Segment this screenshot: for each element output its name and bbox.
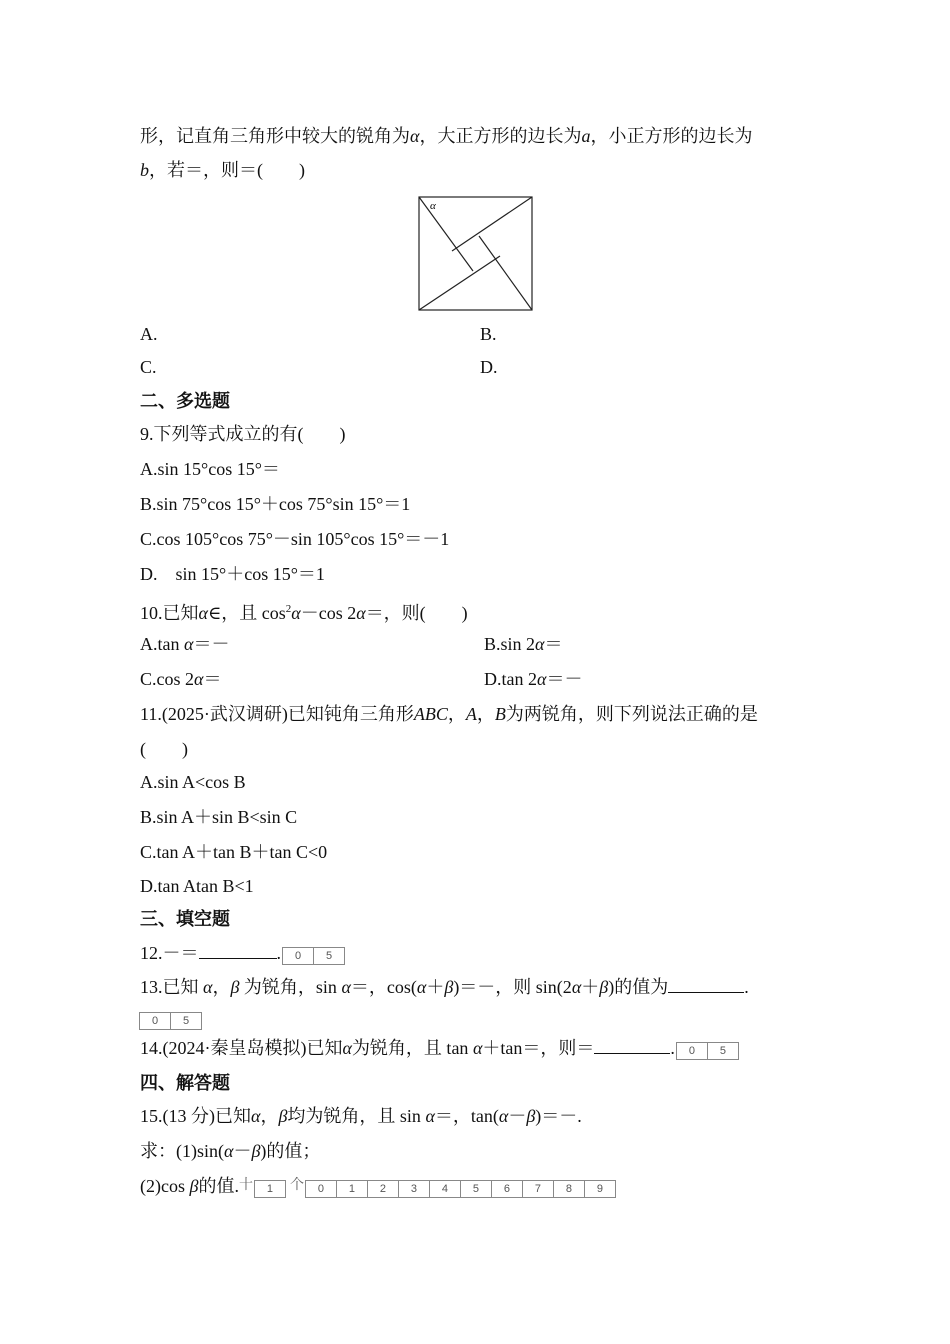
- q10-text: －cos 2: [300, 603, 357, 623]
- ones-label: 个: [289, 1177, 304, 1193]
- intro-text: ，小正方形的边长为: [590, 126, 753, 146]
- score-box[interactable]: 0: [139, 1012, 171, 1030]
- q10-option-text: ＝: [544, 634, 563, 654]
- q15-text: 的值.: [198, 1176, 239, 1196]
- alpha-symbol: α: [416, 977, 427, 997]
- q10-text: ＝，则( ): [365, 603, 468, 623]
- pinwheel-square-figure: [418, 196, 534, 312]
- score-box[interactable]: 5: [707, 1042, 739, 1060]
- section-heading-multiple-choice: 二、多选题: [140, 391, 230, 411]
- alpha-symbol: α: [203, 977, 213, 997]
- beta-symbol: β: [251, 1141, 261, 1161]
- q14: [140, 1036, 739, 1060]
- q11-text: 为两锐角，则下列说法正确的是: [505, 704, 758, 724]
- score-box[interactable]: 1: [336, 1180, 368, 1198]
- q15-text: ＝，tan(: [434, 1106, 499, 1126]
- q13-text: ＝，cos(: [350, 977, 417, 997]
- intro-text: ，若＝，则＝( ): [149, 160, 305, 180]
- q14-text: ＋tan＝，则＝: [482, 1038, 595, 1058]
- q12: [140, 941, 345, 965]
- q8-option-b: B.: [480, 324, 497, 344]
- section-heading-fill-blank: 三、填空题: [140, 909, 230, 929]
- q15-text: －: [508, 1106, 527, 1126]
- alpha-symbol: α: [537, 669, 547, 689]
- q8-option-a: A.: [140, 324, 158, 344]
- q10-option-text: ＝: [203, 669, 222, 689]
- q9-option-b: B.sin 75°cos 15°＋cos 75°sin 15°＝1: [140, 494, 411, 514]
- q11-option-d: D.tan Atan B<1: [140, 876, 254, 896]
- q10-option-text: D.tan 2: [484, 669, 537, 689]
- q12-score-boxes: [283, 943, 345, 967]
- q13-answer-blank[interactable]: [668, 976, 744, 993]
- score-box[interactable]: 4: [429, 1180, 461, 1198]
- q10-option-text: ＝－: [546, 669, 583, 689]
- q14-answer-blank[interactable]: [594, 1037, 670, 1054]
- q10-stem: [140, 597, 468, 621]
- q15-text: (2)cos: [140, 1176, 190, 1196]
- alpha-symbol: α: [342, 1038, 352, 1058]
- a-symbol: a: [581, 126, 591, 146]
- q15-text: 15.(13 分)已知: [140, 1106, 251, 1126]
- q9-option-c: C.cos 105°cos 75°－sin 105°cos 15°＝－1: [140, 529, 450, 549]
- q9-option-d: D. sin 15°＋cos 15°＝1: [140, 564, 325, 584]
- q13-text: 为锐角，sin: [239, 977, 342, 997]
- intro-text: 形，记直角三角形中较大的锐角为: [140, 126, 410, 146]
- score-box[interactable]: 9: [584, 1180, 616, 1198]
- alpha-symbol: α: [425, 1106, 435, 1126]
- score-box[interactable]: 5: [460, 1180, 492, 1198]
- alpha-symbol: α: [472, 1038, 483, 1058]
- intro-line-1: [140, 124, 752, 148]
- alpha-symbol: α: [535, 634, 545, 654]
- q10-option-a: [140, 632, 229, 656]
- section-heading-solution: 四、解答题: [140, 1073, 230, 1093]
- q13-text: )＝－，则 sin(2: [453, 977, 572, 997]
- q13-score-row: [140, 1006, 202, 1030]
- alpha-symbol: α: [184, 634, 194, 654]
- q15-part-1: [140, 1139, 320, 1163]
- score-box[interactable]: 3: [398, 1180, 430, 1198]
- q15-ones-boxes: [306, 1176, 616, 1200]
- q15-text: －: [233, 1141, 252, 1161]
- q15-text: )＝－.: [535, 1106, 582, 1126]
- intro-text: ，大正方形的边长为: [419, 126, 582, 146]
- score-box[interactable]: 1: [254, 1180, 286, 1198]
- q9-stem: 9.下列等式成立的有( ): [140, 424, 346, 444]
- score-box[interactable]: 2: [367, 1180, 399, 1198]
- alpha-symbol: α: [356, 603, 366, 623]
- q11-text: ，: [476, 704, 495, 724]
- figure-alpha-label: α: [430, 200, 436, 212]
- score-box[interactable]: 5: [170, 1012, 202, 1030]
- q10-text: 10.已知: [140, 603, 199, 623]
- period: .: [276, 943, 281, 963]
- beta-symbol: β: [526, 1106, 536, 1126]
- q13-text: )的值为: [608, 977, 669, 997]
- score-box[interactable]: 0: [282, 947, 314, 965]
- q10-text: ∈，且 cos: [207, 603, 286, 623]
- q10-option-d: [484, 667, 582, 691]
- q13-score-boxes: [140, 1008, 202, 1032]
- score-box[interactable]: 8: [553, 1180, 585, 1198]
- q13-text: ＋: [426, 977, 445, 997]
- q15-stem: [140, 1104, 582, 1128]
- b-symbol: b: [140, 160, 149, 180]
- q11-option-a: A.sin A<cos B: [140, 772, 246, 792]
- q14-text: 为锐角，且 tan: [351, 1038, 473, 1058]
- q15-text: 求：(1)sin(: [140, 1141, 224, 1161]
- q15-part-2: [140, 1174, 616, 1198]
- alpha-symbol: α: [224, 1141, 234, 1161]
- beta-symbol: β: [444, 977, 454, 997]
- superscript: 2: [285, 603, 292, 615]
- alpha-symbol: α: [341, 977, 351, 997]
- q13-text: 13.已知: [140, 977, 203, 997]
- angle-b: B: [494, 704, 506, 724]
- alpha-symbol: α: [251, 1106, 261, 1126]
- alpha-symbol: α: [571, 977, 582, 997]
- alpha-symbol: α: [194, 669, 204, 689]
- alpha-symbol: α: [291, 603, 301, 623]
- q10-option-text: ＝－: [193, 634, 230, 654]
- beta-symbol: β: [599, 977, 609, 997]
- q11-option-b: B.sin A＋sin B<sin C: [140, 807, 298, 827]
- q15-text: 均为锐角，且 sin: [287, 1106, 426, 1126]
- triangle-abc: ABC: [413, 704, 448, 724]
- q10-option-text: A.tan: [140, 634, 184, 654]
- score-box[interactable]: 0: [676, 1042, 708, 1060]
- beta-symbol: β: [189, 1176, 199, 1196]
- beta-symbol: β: [230, 977, 240, 997]
- period: .: [744, 977, 749, 997]
- alpha-symbol: α: [498, 1106, 509, 1126]
- angle-a: A: [465, 704, 477, 724]
- q10-option-b: [484, 632, 562, 656]
- beta-symbol: β: [278, 1106, 288, 1126]
- score-box[interactable]: 6: [491, 1180, 523, 1198]
- intro-line-2: [140, 158, 305, 182]
- q10-option-text: B.sin 2: [484, 634, 536, 654]
- q10-option-c: [140, 667, 221, 691]
- q11-paren: ( ): [140, 739, 188, 759]
- alpha-symbol: α: [198, 603, 208, 623]
- q14-text: 14.(2024·秦皇岛模拟)已知: [140, 1038, 343, 1058]
- q12-text: 12.－＝: [140, 943, 199, 963]
- q11-text: ，: [447, 704, 466, 724]
- q15-tens-boxes: [255, 1176, 286, 1200]
- q13-text: ，: [212, 977, 231, 997]
- q9-option-a: A.sin 15°cos 15°＝: [140, 459, 280, 479]
- q12-answer-blank[interactable]: [199, 942, 277, 959]
- period: .: [670, 1038, 675, 1058]
- q14-score-boxes: [677, 1038, 739, 1062]
- q13-text: ＋: [581, 977, 600, 997]
- q13: [140, 975, 749, 999]
- q15-text: ，: [260, 1106, 279, 1126]
- q10-option-text: C.cos 2: [140, 669, 194, 689]
- score-box[interactable]: 5: [313, 947, 345, 965]
- q11-option-c: C.tan A＋tan B＋tan C<0: [140, 842, 328, 862]
- q15-text: )的值；: [260, 1141, 321, 1161]
- q8-option-d: D.: [480, 357, 498, 377]
- alpha-symbol: α: [410, 126, 420, 146]
- q11-stem: [140, 702, 758, 726]
- q8-option-c: C.: [140, 357, 157, 377]
- score-box[interactable]: 0: [305, 1180, 337, 1198]
- q11-text: 11.(2025·武汉调研)已知钝角三角形: [140, 704, 414, 724]
- score-box[interactable]: 7: [522, 1180, 554, 1198]
- tens-label: 十: [238, 1177, 253, 1193]
